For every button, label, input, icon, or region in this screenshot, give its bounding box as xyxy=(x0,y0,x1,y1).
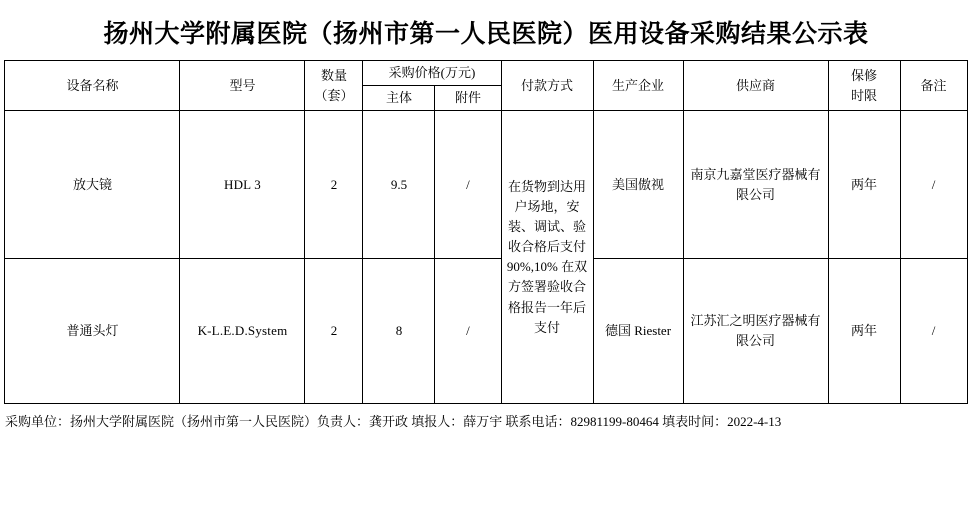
header-warranty xyxy=(828,61,900,111)
header-payment: 付款方式 xyxy=(501,61,593,111)
table-row xyxy=(5,259,967,404)
footer-info: 采购单位：扬州大学附属医院（扬州市第一人民医院）负责人：龚开政 填报人：薛万宇 联系电话：82981199-80464 填表时间：2022-4-13 xyxy=(5,414,782,430)
header-price-group: 采购价格(万元) xyxy=(363,61,501,86)
cell-quantity: 2 xyxy=(305,111,363,259)
header-warranty-line1: 保修 xyxy=(850,67,877,83)
header-supplier: 供应商 xyxy=(683,61,828,111)
table-header xyxy=(5,61,967,111)
page-title: 扬州大学附属医院（扬州市第一人民医院）医用设备采购结果公示表 xyxy=(103,21,869,48)
cell-note: / xyxy=(900,259,967,404)
cell-price-accessory: / xyxy=(435,111,501,259)
cell-device-name: 普通头灯 xyxy=(5,259,180,404)
header-model: 型号 xyxy=(180,61,305,111)
header-price-main: 主体 xyxy=(363,86,435,111)
cell-manufacturer: 德国 Riester xyxy=(593,259,683,404)
cell-note: / xyxy=(900,111,967,259)
cell-manufacturer: 美国傲视 xyxy=(593,111,683,259)
header-quantity-line1: 数量 xyxy=(320,67,347,83)
cell-price-main: 9.5 xyxy=(363,111,435,259)
procurement-results-table xyxy=(4,60,967,404)
header-row-1 xyxy=(5,61,967,86)
cell-price-main: 8 xyxy=(363,259,435,404)
cell-device-name: 放大镜 xyxy=(5,111,180,259)
cell-model: K-L.E.D.System xyxy=(180,259,305,404)
cell-quantity: 2 xyxy=(305,259,363,404)
cell-price-accessory: / xyxy=(435,259,501,404)
table-body xyxy=(5,111,967,404)
cell-supplier: 江苏汇之明医疗器械有限公司 xyxy=(683,259,828,404)
cell-warranty: 两年 xyxy=(828,111,900,259)
cell-supplier: 南京九嘉堂医疗器械有限公司 xyxy=(683,111,828,259)
header-warranty-line2: 时限 xyxy=(850,87,877,103)
table-row xyxy=(5,111,967,259)
header-note: 备注 xyxy=(900,61,967,111)
header-manufacturer: 生产企业 xyxy=(593,61,683,111)
cell-model: HDL 3 xyxy=(180,111,305,259)
header-quantity xyxy=(305,61,363,111)
cell-payment-terms: 在货物到达用户场地，安装、调试、验收合格后支付 90%,10% 在双方签署验收合格报告一年后支付 xyxy=(501,111,593,404)
header-price-accessory: 附件 xyxy=(435,86,501,111)
header-device-name: 设备名称 xyxy=(5,61,180,111)
header-quantity-line2: （套） xyxy=(314,87,354,103)
cell-warranty: 两年 xyxy=(828,259,900,404)
